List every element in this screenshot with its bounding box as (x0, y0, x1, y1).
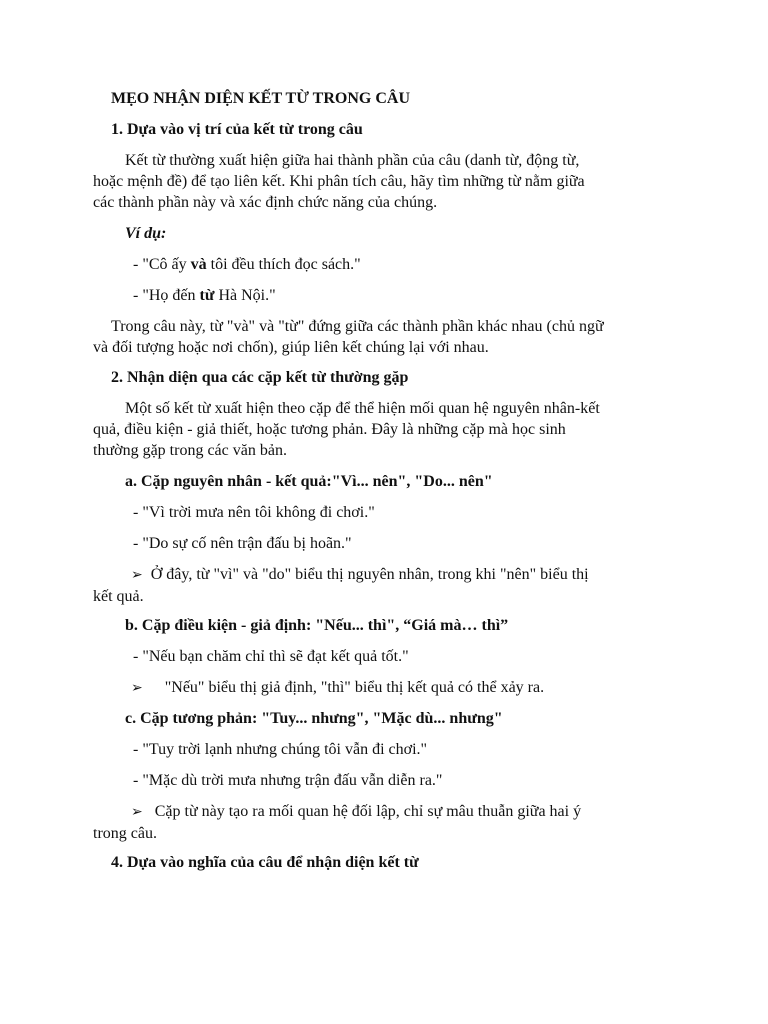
paragraph-line: hoặc mệnh đề) để tạo liên kết. Khi phân tích câu, hãy tìm những từ nằm giữa (93, 173, 585, 190)
subsection-c-heading: c. Cặp tương phản: "Tuy... nhưng", "Mặc dù... nhưng" (125, 710, 503, 727)
subsection-b-heading: b. Cặp điều kiện - giả định: "Nếu... thì", “Giá mà… thì” (125, 617, 509, 634)
subsection-c-example-1: - "Tuy trời lạnh nhưng chúng tôi vẫn đi chơi." (133, 741, 428, 758)
section-1-heading: 1. Dựa vào vị trí của kết từ trong câu (111, 121, 363, 138)
example-text: tôi đều thích đọc sách." (206, 256, 361, 273)
highlighted-connective: và (190, 256, 207, 273)
document-title: MẸO NHẬN DIỆN KẾT TỪ TRONG CÂU (111, 90, 410, 107)
arrow-bullet-icon: ➢ (131, 568, 143, 583)
subsection-b-note (131, 677, 544, 699)
paragraph-line: các thành phần này và xác định chức năng của chúng. (93, 194, 438, 211)
subsection-a-example-1: - "Vì trời mưa nên tôi không đi chơi." (133, 504, 375, 521)
note-text: trong câu. (93, 825, 157, 842)
subsection-c-note (93, 801, 581, 844)
highlighted-connective: từ (199, 287, 215, 304)
subsection-a-example-2: - "Do sự cố nên trận đấu bị hoãn." (133, 535, 352, 552)
example-text: - "Họ đến (133, 287, 200, 304)
note-text: "Nếu" biểu thị giả định, "thì" biểu thị kết quả có thể xảy ra. (164, 679, 545, 696)
subsection-a-heading: a. Cặp nguyên nhân - kết quả:"Vì... nên", "Do... nên" (125, 473, 493, 490)
note-text: kết quả. (93, 588, 144, 605)
arrow-bullet-icon: ➢ (131, 681, 143, 696)
arrow-bullet-icon: ➢ (131, 805, 143, 820)
section-2-heading: 2. Nhận diện qua các cặp kết từ thường gặp (111, 369, 409, 386)
note-text: Cặp từ này tạo ra mối quan hệ đối lập, chỉ sự mâu thuẫn giữa hai ý (154, 803, 582, 820)
paragraph-line: Một số kết từ xuất hiện theo cặp để thể hiện mối quan hệ nguyên nhân-kết (125, 400, 600, 417)
paragraph-line: và đối tượng hoặc nơi chốn), giúp liên kết chúng lại với nhau. (93, 339, 489, 356)
paragraph-line: Trong câu này, từ "và" và "từ" đứng giữa các thành phần khác nhau (chủ ngữ (111, 318, 604, 335)
subsection-a-note (93, 564, 589, 607)
section-1-explanation (93, 316, 604, 358)
paragraph-line: thường gặp trong các văn bản. (93, 442, 287, 459)
section-2-paragraph (93, 398, 600, 461)
note-text: Ở đây, từ "vì" và "do" biểu thị nguyên nhân, trong khi "nên" biểu thị (150, 566, 589, 583)
subsection-b-example-1: - "Nếu bạn chăm chỉ thì sẽ đạt kết quả tốt." (133, 648, 409, 665)
example-text: Hà Nội." (214, 287, 276, 304)
section-4-heading: 4. Dựa vào nghĩa của câu để nhận diện kết từ (111, 854, 419, 871)
example-text: - "Cô ấy (133, 256, 191, 273)
example-sentence-2 (133, 285, 276, 306)
section-1-paragraph (93, 150, 585, 213)
paragraph-line: Kết từ thường xuất hiện giữa hai thành phần của câu (danh từ, động từ, (125, 152, 580, 169)
paragraph-line: quả, điều kiện - giả thiết, hoặc tương phản. Đây là những cặp mà học sinh (93, 421, 566, 438)
example-sentence-1 (133, 254, 361, 275)
subsection-c-example-2: - "Mặc dù trời mưa nhưng trận đấu vẫn diễn ra." (133, 772, 443, 789)
example-label: Ví dụ: (125, 225, 167, 242)
